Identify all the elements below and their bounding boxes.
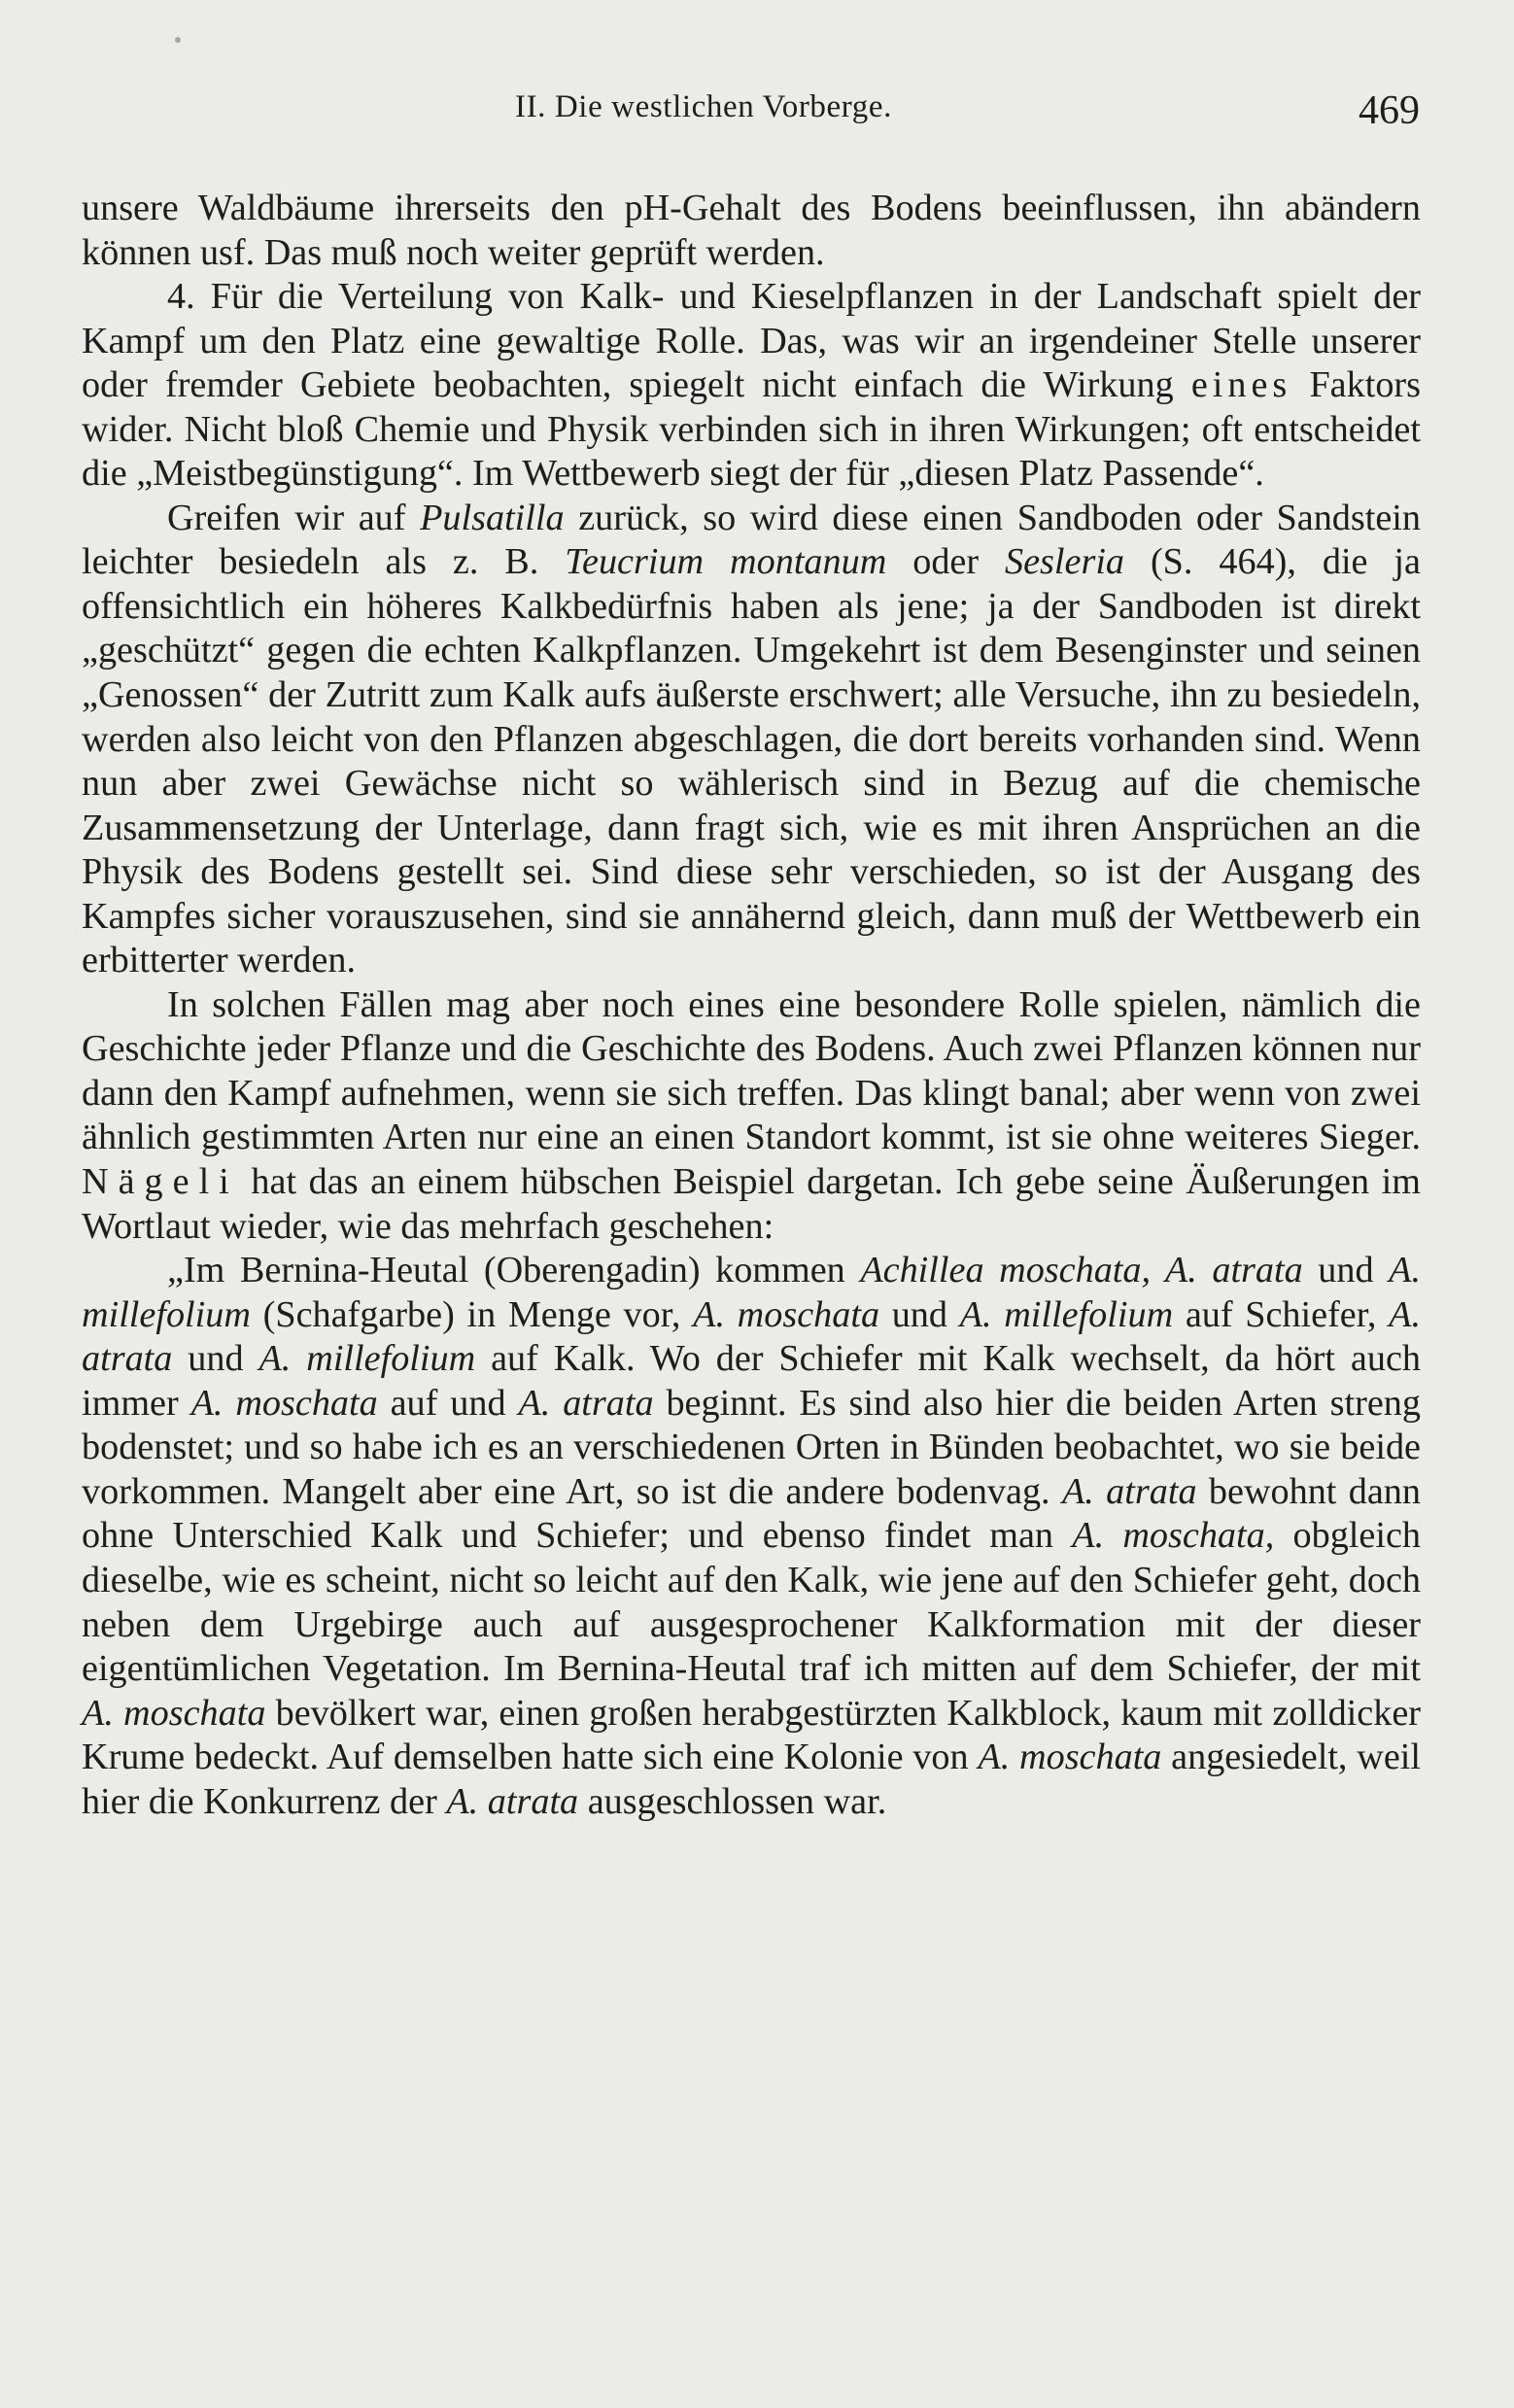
text-italic: A. atrata bbox=[446, 1780, 579, 1822]
text-spaced: eines bbox=[1190, 364, 1292, 406]
text-italic: Pulsatilla bbox=[420, 497, 565, 538]
text-segment: auf und bbox=[377, 1382, 519, 1424]
text-italic: A. millefolium bbox=[959, 1293, 1174, 1335]
text-italic: A. moschata bbox=[978, 1737, 1162, 1778]
text-segment: auf Schiefer, bbox=[1173, 1293, 1390, 1335]
text-segment: oder bbox=[886, 541, 1005, 583]
text-italic: A. millefolium bbox=[82, 1250, 1421, 1335]
text-italic: A. atrata bbox=[518, 1382, 654, 1424]
text-segment: bevölkert war, einen großen herabgestürzten Kalkblock, kaum mit zolldicker Krume bedeckt. Auf demselben hatte sich eine Kolonie von bbox=[82, 1692, 1421, 1778]
page-number: 469 bbox=[1359, 88, 1420, 133]
text-spaced-name: Nägeli bbox=[82, 1161, 239, 1203]
text-segment: (S. 464), die ja offensichtlich ein höheres Kalkbedürfnis haben als jene; ja der Sandboden ist direkt „geschützt“ gegen die echten Kalkpflanzen. Umgekehrt ist dem Besenginster und seinen „Genossen“ der Zutritt zum Kalk aufs äußerste erschwert; alle Versuche, ihn zu besiedeln, werden also leicht von den Pflanzen abgeschlagen, die dort bereits vorhanden sind. Wenn nun aber zwei Gewächse nicht so wählerisch sind in Bezug auf die chemische Zusammensetzung der Unterlage, dann fragt sich, wie es mit ihren Ansprüchen an die Physik des Bodens gestellt sei. Sind diese sehr verschieden, so ist der Ausgang des Kampfes sicher vorauszusehen, sind sie annähernd gleich, dann muß der Wettbewerb ein erbitterter werden. bbox=[82, 541, 1421, 981]
paragraph-2 bbox=[82, 275, 1421, 497]
text-italic: Teucrium montanum bbox=[565, 541, 887, 583]
text-segment: „Im Bernina-Heutal (Oberengadin) kommen bbox=[167, 1250, 861, 1291]
text-segment: bewohnt dann ohne Unterschied Kalk und Schiefer; und ebenso findet man bbox=[82, 1470, 1421, 1557]
text-segment: und bbox=[1302, 1250, 1390, 1291]
running-head: II. Die westlichen Vorberge. bbox=[515, 89, 892, 124]
paragraph-3 bbox=[82, 497, 1421, 983]
text-italic: Achillea moschata, A. atrata bbox=[860, 1250, 1303, 1291]
paragraph-1 bbox=[82, 187, 1421, 275]
text-segment: und bbox=[879, 1293, 960, 1335]
paragraph-4 bbox=[82, 983, 1421, 1249]
text-segment: Faktors wider. Nicht bloß Chemie und Physik verbinden sich in ihren Wirkungen; oft entscheidet die „Meistbegünstigung“. Im Wettbewerb siegt der für „diesen Platz Passende“. bbox=[82, 364, 1422, 495]
paragraph-5 bbox=[82, 1249, 1421, 1824]
text-segment: In solchen Fällen mag aber noch eines eine besondere Rolle spielen, nämlich die Geschichte jeder Pflanze und die Geschichte des Bodens. Auch zwei Pflanzen können nur dann den Kampf aufnehmen, wenn sie sich treffen. Das klingt banal; aber wenn von zwei ähnlich gestimmten Arten nur eine an einen Standort kommt, ist sie ohne weiteres Sieger. bbox=[82, 983, 1421, 1158]
text-segment: beginnt. Es sind also hier die beiden Arten streng bodenstet; und so habe ich es an verschiedenen Orten in Bünden beobachtet, wo sie beide vorkommen. Mangelt aber eine Art, so ist die andere bodenvag. bbox=[82, 1382, 1421, 1512]
text-italic: Sesleria bbox=[1005, 541, 1125, 583]
text-italic: A. moschata, bbox=[1072, 1515, 1275, 1557]
text-segment: zurück, so wird diese einen Sandboden oder Sandstein leichter besiedeln als z. B. bbox=[82, 497, 1422, 583]
text-segment: auf Kalk. Wo der Schiefer mit Kalk wechselt, da hört auch immer bbox=[82, 1338, 1422, 1424]
text-segment: unsere Waldbäume ihrerseits den pH-Gehalt des Bodens beeinflussen, ihn abändern können usf. Das muß noch weiter geprüft werden. bbox=[82, 188, 1421, 273]
text-segment: hat das an einem hübschen Beispiel dargetan. Ich gebe seine Äußerungen im Wortlaut wieder, wie das mehrfach geschehen: bbox=[82, 1161, 1421, 1247]
text-italic: A. moschata bbox=[82, 1692, 266, 1734]
text-segment: angesiedelt, weil hier die Konkurrenz der bbox=[82, 1737, 1421, 1822]
text-segment: und bbox=[172, 1338, 259, 1380]
text-italic: A. millefolium bbox=[258, 1338, 476, 1380]
page-header bbox=[0, 89, 1514, 148]
text-italic: A. atrata bbox=[1061, 1470, 1197, 1512]
body-text bbox=[82, 187, 1421, 1824]
text-segment: 4. Für die Verteilung von Kalk- und Kieselpflanzen in der Landschaft spielt der Kampf um den Platz eine gewaltige Rolle. Das, was wir an irgendeiner Stelle unserer oder fremder Gebiete beobachten, spiegelt nicht einfach die Wirkung bbox=[82, 276, 1421, 406]
text-italic: A. moschata bbox=[190, 1382, 378, 1424]
text-segment: obgleich dieselbe, wie es scheint, nicht so leicht auf den Kalk, wie jene auf den Schiefer geht, doch neben dem Urgebirge auch auf ausgesprochener Kalkformation mit der dieser eigentümlichen Vegetation. Im Bernina-Heutal traf ich mitten auf dem Schiefer, der mit bbox=[82, 1515, 1421, 1690]
print-speck bbox=[175, 37, 181, 43]
text-italic: A. atrata bbox=[82, 1293, 1422, 1380]
text-segment: ausgeschlossen war. bbox=[578, 1780, 887, 1822]
text-segment: Greifen wir auf bbox=[167, 497, 421, 538]
text-segment: (Schafgarbe) in Menge vor, bbox=[250, 1293, 694, 1335]
text-italic: A. moschata bbox=[693, 1293, 880, 1335]
